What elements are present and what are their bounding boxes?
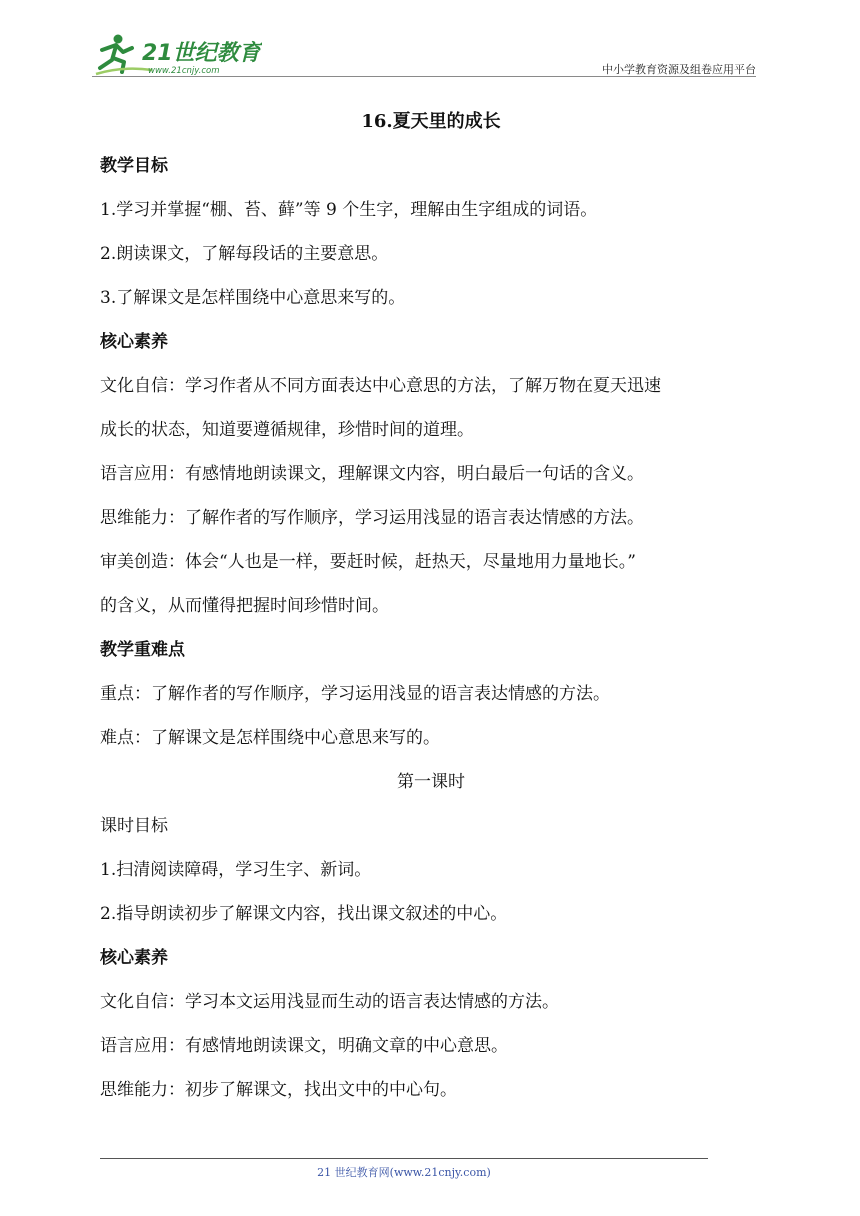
text-line: 思维能力：了解作者的写作顺序，学习运用浅显的语言表达情感的方法。 xyxy=(100,508,644,528)
text-line: 重点：了解作者的写作顺序，学习运用浅显的语言表达情感的方法。 xyxy=(100,684,610,704)
platform-name: 中小学教育资源及组卷应用平台 xyxy=(602,63,756,76)
section-heading: 教学目标 xyxy=(100,156,168,176)
section-heading: 核心素养 xyxy=(100,332,168,352)
document-body xyxy=(100,100,762,1112)
logo xyxy=(92,30,262,76)
header-divider xyxy=(92,76,756,77)
text-line: 难点：了解课文是怎样围绕中心意思来写的。 xyxy=(100,728,440,748)
text-line: 1.学习并掌握“棚、苔、藓”等 9 个生字，理解由生字组成的词语。 xyxy=(100,200,598,220)
text-line: 课时目标 xyxy=(100,816,168,836)
footer-divider xyxy=(100,1158,708,1159)
text-line: 3.了解课文是怎样围绕中心意思来写的。 xyxy=(100,288,406,308)
text-line: 1.扫清阅读障碍，学习生字、新词。 xyxy=(100,860,372,880)
text-line: 成长的状态，知道要遵循规律，珍惜时间的道理。 xyxy=(100,420,474,440)
text-line: 语言应用：有感情地朗读课文，理解课文内容，明白最后一句话的含义。 xyxy=(100,464,644,484)
text-line: 思维能力：初步了解课文，找出文中的中心句。 xyxy=(100,1080,457,1100)
text-line: 审美创造：体会“人也是一样，要赶时候，赶热天，尽量地用力量地长。” xyxy=(100,552,636,572)
text-line: 文化自信：学习作者从不同方面表达中心意思的方法，了解万物在夏天迅速 xyxy=(100,376,661,396)
text-line: 2.指导朗读初步了解课文内容，找出课文叙述的中心。 xyxy=(100,904,508,924)
svg-text:21世纪教育: 21世纪教育 xyxy=(142,41,261,66)
content-lines xyxy=(100,144,762,1112)
text-line: 2.朗读课文，了解每段话的主要意思。 xyxy=(100,244,389,264)
footer-text: 21 世纪教育网(www.21cnjy.com) xyxy=(317,1166,491,1179)
section-heading: 核心素养 xyxy=(100,948,168,968)
document-title: 16.夏天里的成长 xyxy=(361,111,501,132)
svg-text:www.21cnjy.com: www.21cnjy.com xyxy=(148,66,220,76)
text-line: 的含义，从而懂得把握时间珍惜时间。 xyxy=(100,596,389,616)
text-line: 文化自信：学习本文运用浅显而生动的语言表达情感的方法。 xyxy=(100,992,559,1012)
lesson-heading: 第一课时 xyxy=(397,772,465,792)
page-header xyxy=(92,30,756,78)
section-heading: 教学重难点 xyxy=(100,640,185,660)
text-line: 语言应用：有感情地朗读课文，明确文章的中心意思。 xyxy=(100,1036,508,1056)
runner-logo-icon xyxy=(92,30,262,76)
